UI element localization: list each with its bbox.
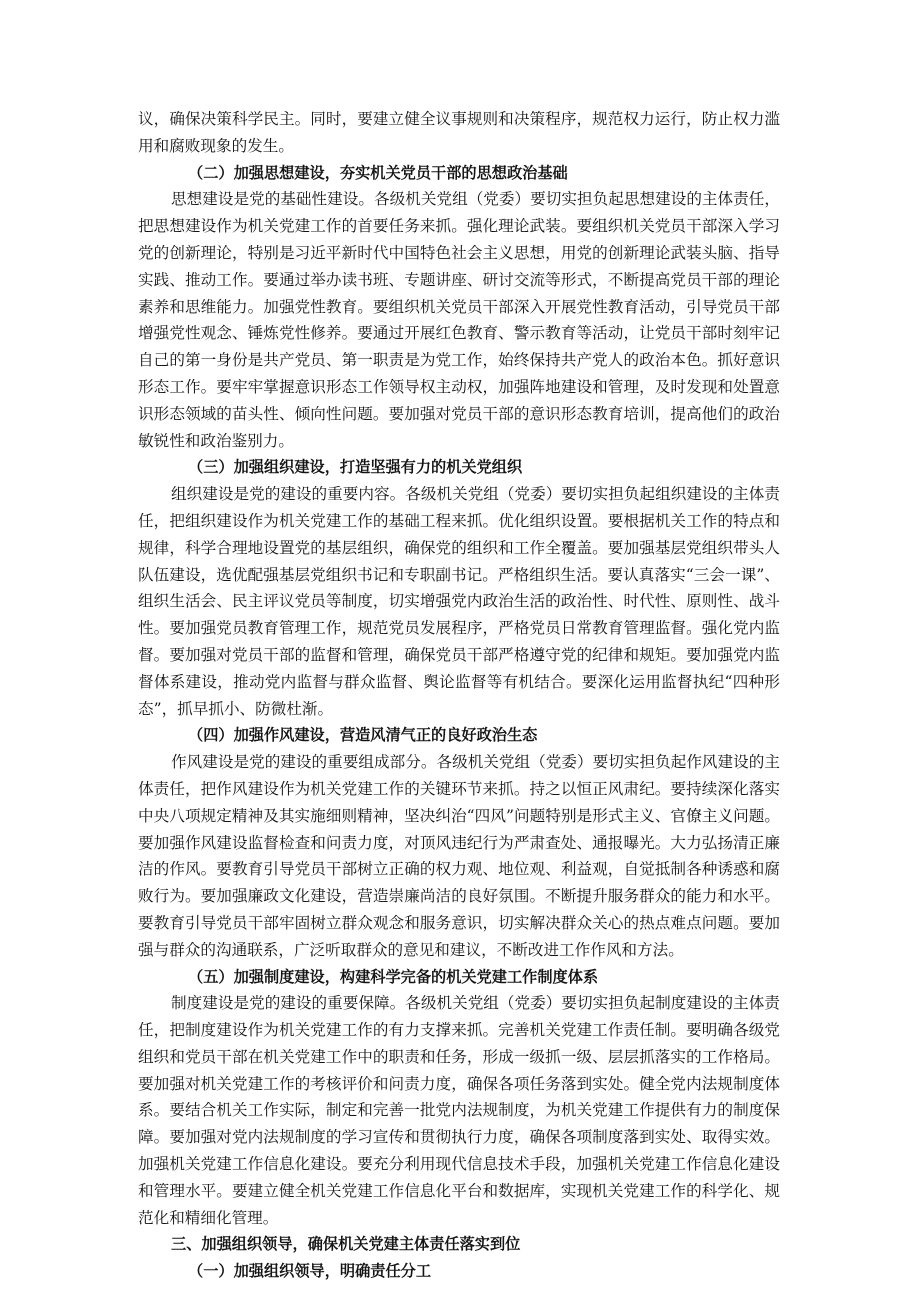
part-heading: 三、加强组织领导，确保机关党建主体责任落实到位 bbox=[171, 1235, 521, 1254]
section-body-ideology: 思想建设是党的基础性建设。各级机关党组（党委）要切实担负起思想建设的主体责任，把思想建设作为机关党建工作的首要任务来抓。强化理论武装。要组织机关党员干部深入学习党的创新理论，特别是习近平新时代中国特色社会主义思想，用党的创新理论武装头脑、指导实践、推动工作。要通过举办读书班、专题讲座、研讨交流等形式，不断提高党员干部的理论素养和思维能力。加强党性教育。要组织机关党员干部深入开展党性教育活动，引导党员干部增强党性观念、锤炼党性修养。要通过开展红色教育、警示教育等活动，让党员干部时刻牢记自己的第一身份是共产党员、第一职责是为党工作，始终保持共产党人的政治本色。抓好意识形态工作。要牢牢掌握意识形态工作领导权主动权，加强阵地建设和管理，及时发现和处置意识形态领域的苗头性、倾向性问题。要加强对党员干部的意识形态教育培训，提高他们的政治敏锐性和政治鉴别力。 bbox=[138, 190, 780, 450]
section-heading-conduct: （四）加强作风建设，营造风清气正的良好政治生态 bbox=[188, 726, 538, 745]
section-heading-ideology: （二）加强思想建设，夯实机关党员干部的思想政治基础 bbox=[188, 163, 568, 182]
section-body-organization: 组织建设是党的建设的重要内容。各级机关党组（党委）要切实担负起组织建设的主体责任，把组织建设作为机关党建工作的基础工程来抓。优化组织设置。要根据机关工作的特点和规律，科学合理地设置党的基层组织，确保党的组织和工作全覆盖。要加强基层党组织带头人队伍建设，选优配强基层党组织书记和专职副书记。严格组织生活。要认真落实“三会一课”、组织生活会、民主评议党员等制度，切实增强党内政治生活的政治性、时代性、原则性、战斗性。要加强党员教育管理工作，规范党员发展程序，严格党员日常教育管理监督。强化党内监督。要加强对党员干部的监督和管理，确保党员干部严格遵守党的纪律和规矩。要加强党内监督体系建设，推动党内监督与群众监督、舆论监督等有机结合。要深化运用监督执纪“四种形态”，抓早抓小、防微杜渐。 bbox=[138, 485, 780, 718]
section-body-conduct: 作风建设是党的建设的重要组成部分。各级机关党组（党委）要切实担负起作风建设的主体责任，把作风建设作为机关党建工作的关键环节来抓。持之以恒正风肃纪。要持续深化落实中央八项规定精神及其实施细则精神，坚决纠治“四风”问题特别是形式主义、官僚主义问题。要加强作风建设监督检查和问责力度，对顶风违纪行为严肃查处、通报曝光。大力弘扬清正廉洁的作风。要教育引导党员干部树立正确的权力观、地位观、利益观，自觉抵制各种诱惑和腐败行为。要加强廉政文化建设，营造崇廉尚洁的良好氛围。不断提升服务群众的能力和水平。要教育引导党员干部牢固树立群众观念和服务意识，切实解决群众关心的热点难点问题。要加强与群众的沟通联系，广泛听取群众的意见和建议，不断改进工作作风和方法。 bbox=[138, 753, 780, 959]
section-body-institution: 制度建设是党的建设的重要保障。各级机关党组（党委）要切实担负起制度建设的主体责任，把制度建设作为机关党建工作的有力支撑来抓。完善机关党建工作责任制。要明确各级党组织和党员干部在机关党建工作中的职责和任务，形成一级抓一级、层层抓落实的工作格局。要加强对机关党建工作的考核评价和问责力度，确保各项任务落到实处。健全党内法规制度体系。要结合机关工作实际，制定和完善一批党内法规制度，为机关党建工作提供有力的制度保障。要加强对党内法规制度的学习宣传和贯彻执行力度，确保各项制度落到实处、取得实效。加强机关党建工作信息化建设。要充分利用现代信息技术手段，加强机关党建工作信息化建设和管理水平。要建立健全机关党建工作信息化平台和数据库，实现机关党建工作的科学化、规范化和精细化管理。 bbox=[138, 994, 780, 1227]
section-heading-organization: （三）加强组织建设，打造坚强有力的机关党组织 bbox=[188, 458, 523, 477]
opening-paragraph: 议，确保决策科学民主。同时，要建立健全议事规则和决策程序，规范权力运行，防止权力滥用和腐败现象的发生。 bbox=[138, 110, 780, 155]
final-section-heading: （一）加强组织领导，明确责任分工 bbox=[188, 1262, 431, 1281]
section-heading-institution: （五）加强制度建设，构建科学完备的机关党建工作制度体系 bbox=[188, 967, 599, 986]
